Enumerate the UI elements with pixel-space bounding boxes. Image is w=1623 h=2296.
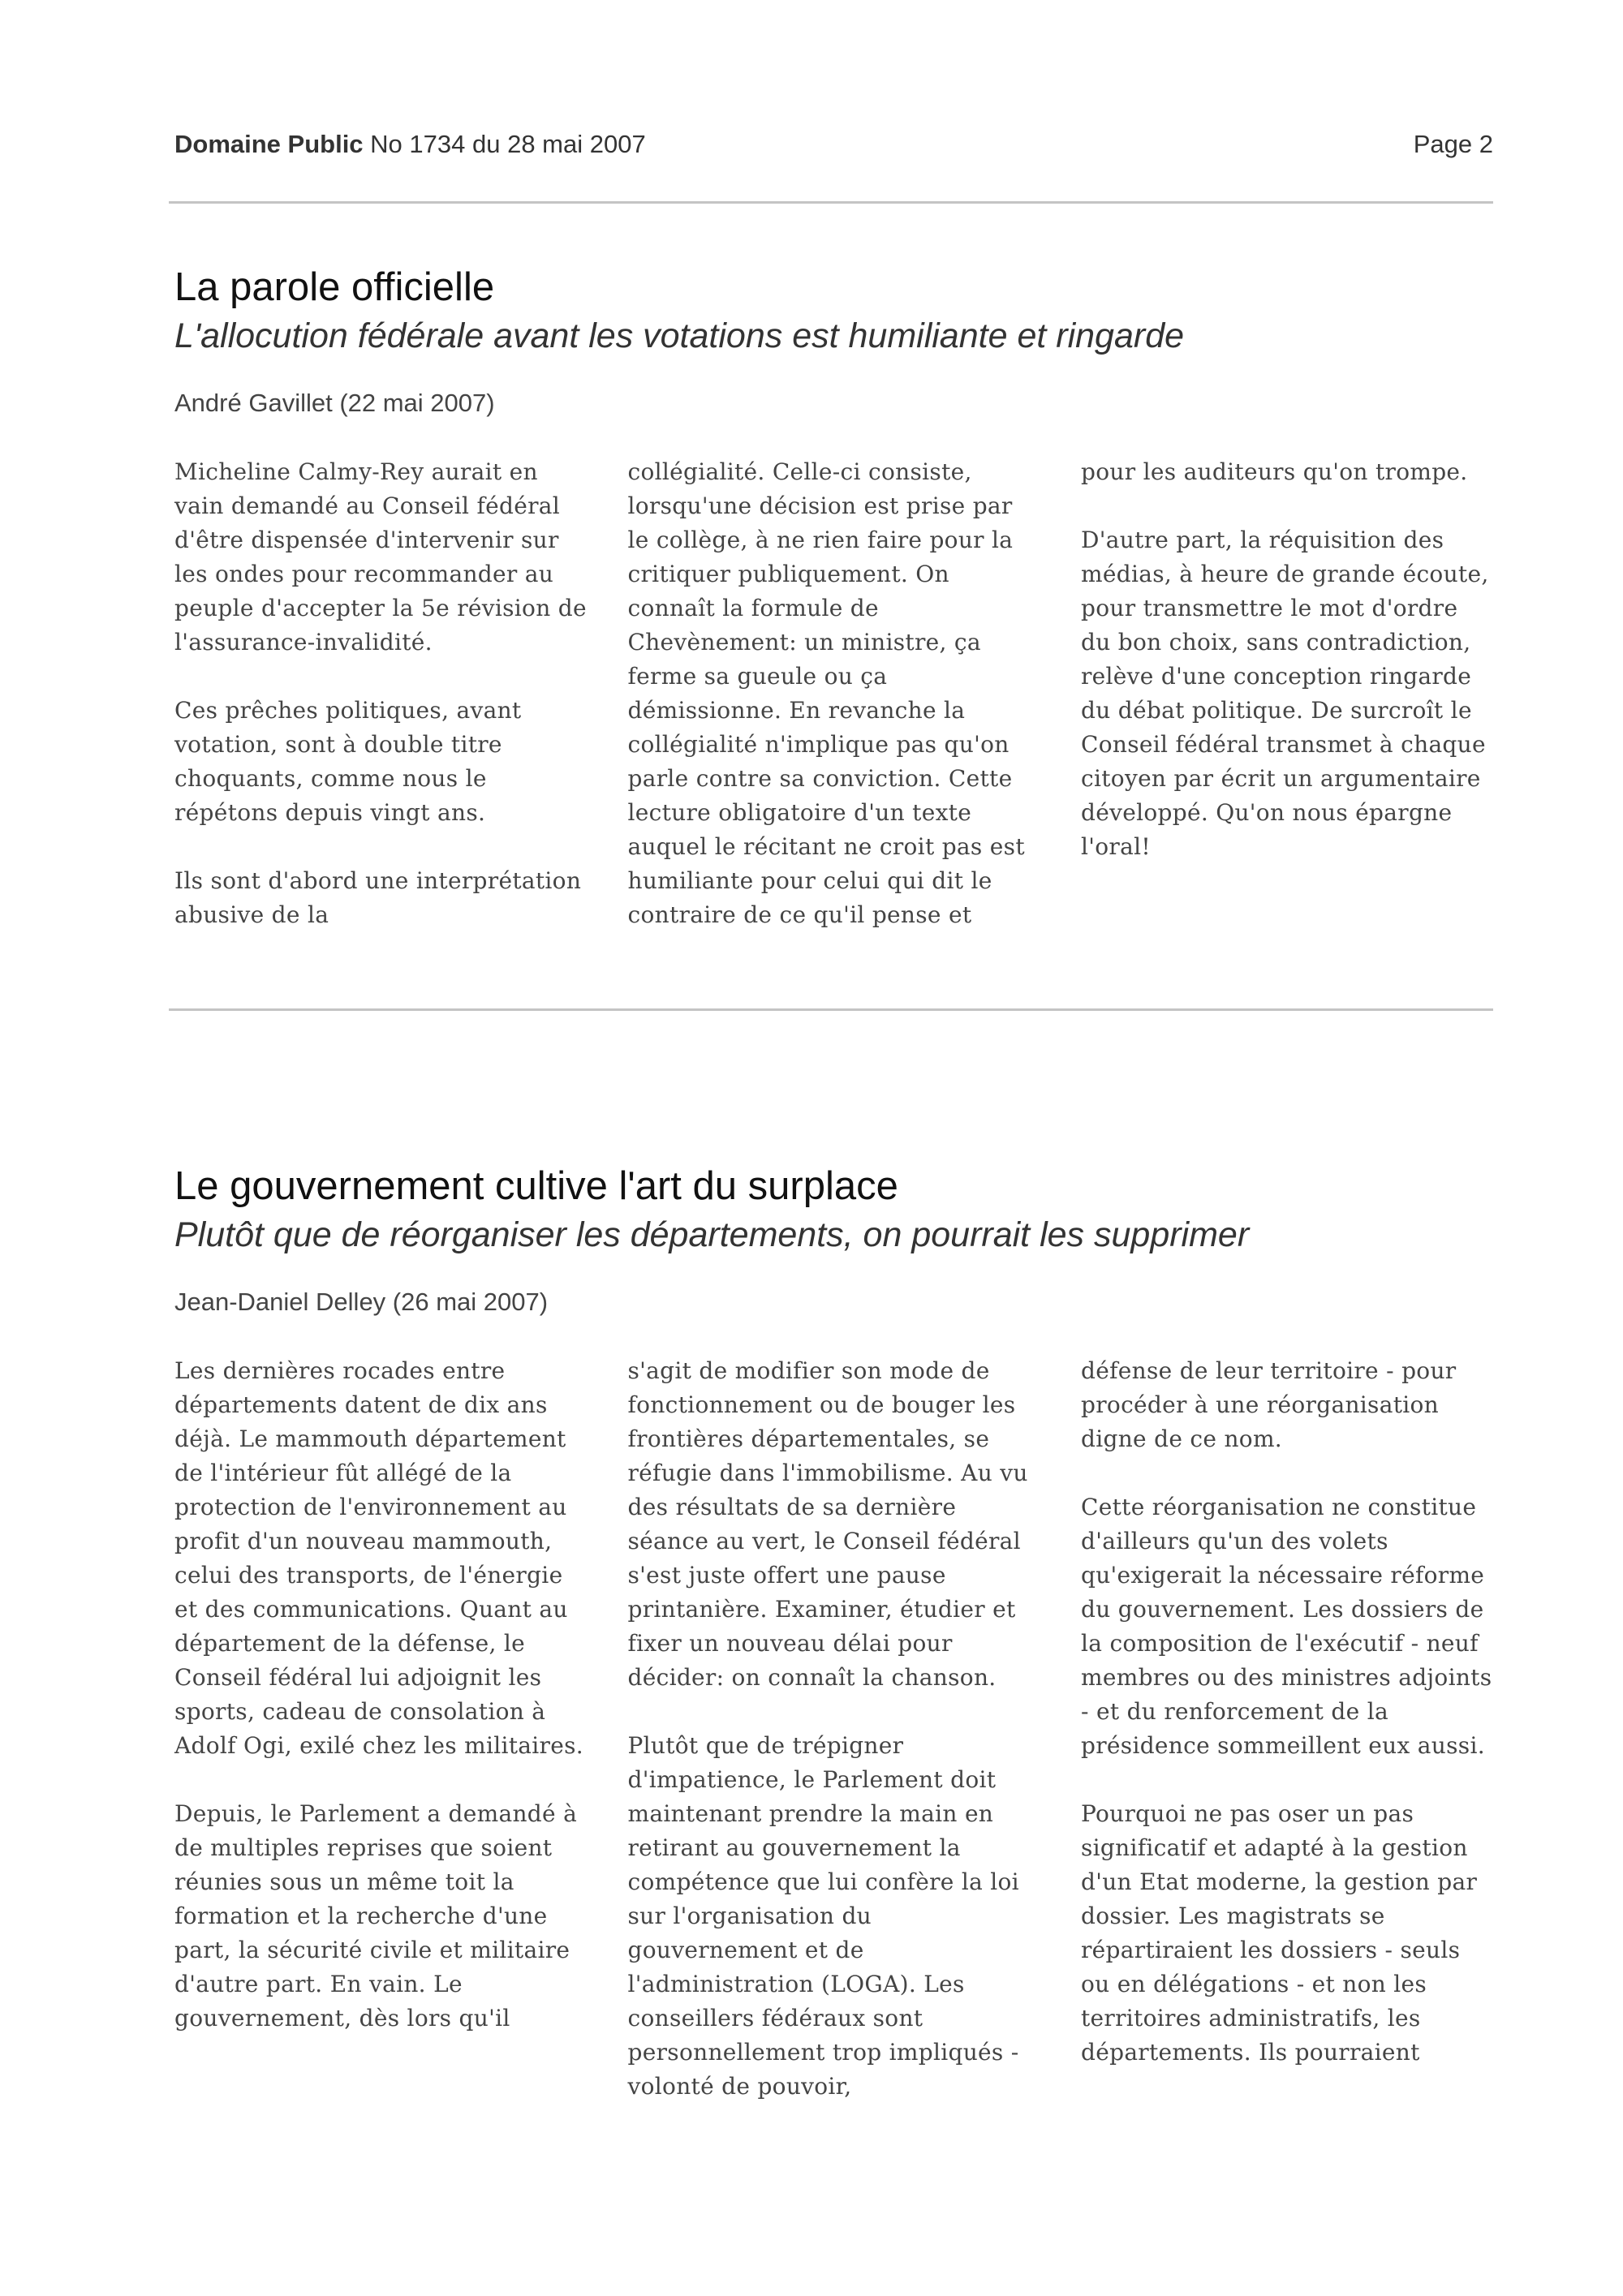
article-subtitle: Plutôt que de réorganiser les départements, on pourrait les supprimer: [174, 1215, 1250, 1254]
paragraph: collégialité. Celle-ci consiste, lorsqu'une décision est prise par le collège, à ne rien faire pour la critiquer publiquement. On connaît la formule de Chevènement: un ministre, ça ferme sa gueule ou ça démissionne. En revanche la collégialité n'implique pas qu'on parle contre sa conviction. Cette lecture obligatoire d'un texte auquel le récitant ne croit pas est humiliante pour celui qui dit le contraire de ce qu'il pense et: [627, 458, 1025, 928]
page-number: Page 2: [1413, 130, 1493, 158]
article-columns: [174, 1354, 1493, 2104]
article-byline: Jean-Daniel Delley (26 mai 2007): [174, 1288, 549, 1316]
paragraph: Plutôt que de trépigner d'impatience, le Parlement doit maintenant prendre la main en retirant au gouvernement la compétence que lui confère la loi sur l'organisation du gouvernement et de l'administration (LOGA). Les conseillers fédéraux sont personnellement trop impliqués - volonté de pouvoir,: [627, 1732, 1019, 2100]
paragraph: Ces prêches politiques, avant votation, sont à double titre choquants, comme nous le répétons depuis vingt ans.: [174, 697, 522, 826]
paragraph: Cette réorganisation ne constitue d'ailleurs qu'un des volets qu'exigerait la nécessaire réforme du gouvernement. Les dossiers de la composition de l'exécutif - neuf membres ou des ministres adjoints - et du renforcement de la présidence sommeillent eux aussi.: [1081, 1494, 1492, 1759]
paragraph: Depuis, le Parlement a demandé à de multiples reprises que soient réunies sous un même toit la formation et la recherche d'une part, la sécurité civile et militaire d'autre part. En vain. Le gouvernement, dès lors qu'il: [174, 1800, 578, 2032]
publication-name: Domaine Public: [174, 130, 364, 158]
paragraph: D'autre part, la réquisition des médias, à heure de grande écoute, pour transmettre le mot d'ordre du bon choix, sans contradiction, relève d'une conception ringarde du débat politique. De surcroît le Conseil fédéral transmet à chaque citoyen par écrit un argumentaire développé. Qu'on nous épargne l'oral!: [1081, 527, 1489, 860]
article-1: [174, 264, 1493, 932]
column-3: [1081, 1354, 1493, 2104]
paragraph: s'agit de modifier son mode de fonctionnement ou de bouger les frontières départementales, se réfugie dans l'immobilisme. Au vu des résultats de sa dernière séance au vert, le Conseil fédéral s'est juste offert une pause printanière. Examiner, étudier et fixer un nouveau délai pour décider: on connaît la chanson.: [627, 1357, 1028, 1691]
paragraph: défense de leur territoire - pour procéder à une réorganisation digne de ce nom.: [1081, 1357, 1457, 1452]
article-columns: [174, 455, 1493, 932]
column-3: [1081, 455, 1493, 932]
issue-info: No 1734 du 28 mai 2007: [370, 130, 646, 158]
article-2: [174, 1163, 1493, 2104]
article-subtitle: L'allocution fédérale avant les votations est humiliante et ringarde: [174, 316, 1185, 355]
article-title: La parole officielle: [174, 265, 495, 309]
article-divider: [169, 1008, 1493, 1011]
article-byline: André Gavillet (22 mai 2007): [174, 389, 495, 417]
column-1: [174, 455, 587, 932]
publication-info: [174, 130, 646, 159]
paragraph: Micheline Calmy-Rey aurait en vain demandé au Conseil fédéral d'être dispensée d'intervenir sur les ondes pour recommander au peuple d'accepter la 5e révision de l'assurance-invalidité.: [174, 458, 587, 656]
paragraph: Les dernières rocades entre départements datent de dix ans déjà. Le mammouth département de l'intérieur fût allégé de la protection de l'environnement au profit d'un nouveau mammouth, celui des transports, de l'énergie et des communications. Quant au département de la défense, le Conseil fédéral lui adjoignit les sports, cadeau de consolation à Adolf Ogi, exilé chez les militaires.: [174, 1357, 583, 1759]
header-divider: [169, 201, 1493, 204]
column-2: [628, 1354, 1040, 2104]
column-1: [174, 1354, 587, 2104]
column-2: [628, 455, 1040, 932]
paragraph: Pourquoi ne pas oser un pas significatif et adapté à la gestion d'un Etat moderne, la gestion par dossier. Les magistrats se répartiraient les dossiers - seuls ou en délégations - et non les territoires administratifs, les départements. Ils pourraient: [1081, 1800, 1478, 2066]
article-title: Le gouvernement cultive l'art du surplace: [174, 1164, 898, 1208]
page-header: [174, 130, 1493, 159]
paragraph: pour les auditeurs qu'on trompe.: [1081, 458, 1468, 485]
paragraph: Ils sont d'abord une interprétation abusive de la: [174, 867, 582, 928]
